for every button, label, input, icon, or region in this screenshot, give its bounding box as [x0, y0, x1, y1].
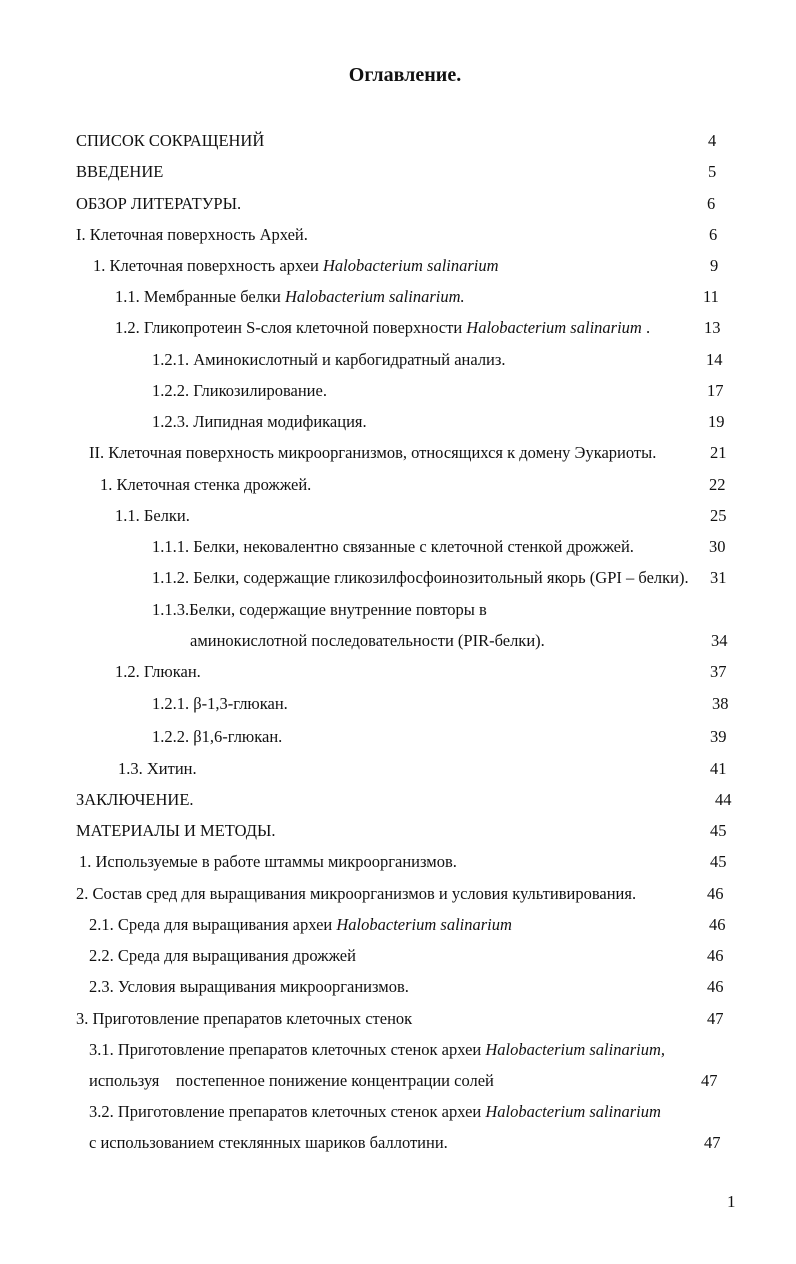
toc-entry-page: 46 [709, 915, 726, 934]
toc-entry-text: ОБЗОР ЛИТЕРАТУРЫ. [76, 194, 242, 213]
toc-entry-page: 39 [710, 727, 727, 746]
toc-entry-text: I. Клеточная поверхность Архей. [76, 225, 308, 244]
toc-entry-text: 1.2.1. β-1,3-глюкан. [152, 694, 288, 713]
toc-entry-page: 21 [710, 443, 727, 462]
toc-entry-page: 46 [707, 884, 724, 903]
toc-entry-text: 2. Состав сред для выращивания микроорганизмов и условия культивирования. [76, 884, 637, 903]
toc-entry-text: 1.2. Гликопротеин S-слоя клеточной поверхности Halobacterium salinarium . [115, 318, 651, 337]
toc-entry-text: 1. Используемые в работе штаммы микроорганизмов. [79, 852, 457, 871]
toc-entry-text: с использованием стеклянных шариков баллотини. [89, 1133, 448, 1152]
toc-entry-text: 1. Клеточная поверхность археи Halobacterium salinarium [93, 256, 499, 275]
toc-entry-text: ВВЕДЕНИЕ [76, 162, 164, 181]
toc-entry-page: 14 [706, 350, 723, 369]
toc-entry-page: 45 [710, 852, 727, 871]
toc-entry-page: 19 [708, 412, 725, 431]
toc-entry-page: 6 [707, 194, 716, 213]
toc-entry-page: 22 [709, 475, 726, 494]
toc-entry-text: 1.2.3. Липидная модификация. [152, 412, 367, 431]
toc-entry-text: 1.2.2. β1,6-глюкан. [152, 727, 283, 746]
toc-entry-page: 45 [710, 821, 727, 840]
toc-entry-text: 2.2. Среда для выращивания дрожжей [89, 946, 356, 965]
toc-entry-text: 1.2.1. Аминокислотный и карбогидратный анализ. [152, 350, 506, 369]
toc-entry-text: 3.1. Приготовление препаратов клеточных стенок археи Halobacterium salinarium, [89, 1040, 666, 1059]
toc-entry-page: 6 [709, 225, 718, 244]
page-title: Оглавление. [348, 64, 462, 86]
toc-entry-text: 1.1. Мембранные белки Halobacterium salinarium. [115, 287, 465, 306]
toc-entry-text: 3.2. Приготовление препаратов клеточных стенок археи Halobacterium salinarium [89, 1102, 661, 1121]
toc-entry-text: 2.3. Условия выращивания микроорганизмов. [89, 977, 409, 996]
toc-entry-text: 1.1.3.Белки, содержащие внутренние повторы в [152, 600, 487, 619]
toc-entry-page: 46 [707, 946, 724, 965]
toc-entry-page: 46 [707, 977, 724, 996]
toc-entry-page: 9 [710, 256, 719, 275]
toc-entry-text: МАТЕРИАЛЫ И МЕТОДЫ. [76, 821, 276, 840]
toc-entry-text: 1.1. Белки. [115, 506, 190, 525]
toc-entry-page: 38 [712, 694, 729, 713]
toc-entry-page: 44 [715, 790, 732, 809]
toc-entry-text: аминокислотной последовательности (PIR-белки). [190, 631, 545, 650]
page-number: 1 [727, 1192, 736, 1211]
toc-entry-text: 1.2.2. Гликозилирование. [152, 381, 327, 400]
toc-entry-text: 1.2. Глюкан. [115, 662, 201, 681]
toc-entry-page: 47 [701, 1071, 718, 1090]
toc-entry-text: 1.1.2. Белки, содержащие гликозилфосфоинозитольный якорь (GPI – белки). [152, 568, 689, 587]
toc-entry-page: 31 [710, 568, 727, 587]
toc-entry-page: 34 [711, 631, 728, 650]
toc-entry-text: используя постепенное понижение концентрации солей [89, 1071, 494, 1090]
toc-entry-text: 1.1.1. Белки, нековалентно связанные с клеточной стенкой дрожжей. [152, 537, 634, 556]
toc-entry-page: 5 [708, 162, 717, 181]
toc-entry-text: 3. Приготовление препаратов клеточных стенок [76, 1009, 413, 1028]
toc-entry-text: 1. Клеточная стенка дрожжей. [100, 475, 312, 494]
toc-entry-page: 47 [707, 1009, 724, 1028]
toc-entry-page: 13 [704, 318, 721, 337]
toc-entry-page: 30 [709, 537, 726, 556]
toc-entry-text: 2.1. Среда для выращивания археи Halobacterium salinarium [89, 915, 512, 934]
toc-entry-text: II. Клеточная поверхность микроорганизмов, относящихся к домену Эукариоты. [89, 443, 657, 462]
toc-entry-text: ЗАКЛЮЧЕНИЕ. [76, 790, 194, 809]
toc-entry-page: 37 [710, 662, 727, 681]
toc-entry-page: 41 [710, 759, 727, 778]
toc-entry-page: 4 [708, 131, 717, 150]
toc-entry-page: 47 [704, 1133, 721, 1152]
toc-entry-text: СПИСОК СОКРАЩЕНИЙ [76, 131, 265, 150]
toc-entry-page: 17 [707, 381, 724, 400]
toc-entry-page: 11 [703, 287, 719, 306]
toc-entry-text: 1.3. Хитин. [118, 759, 197, 778]
toc-entry-page: 25 [710, 506, 727, 525]
